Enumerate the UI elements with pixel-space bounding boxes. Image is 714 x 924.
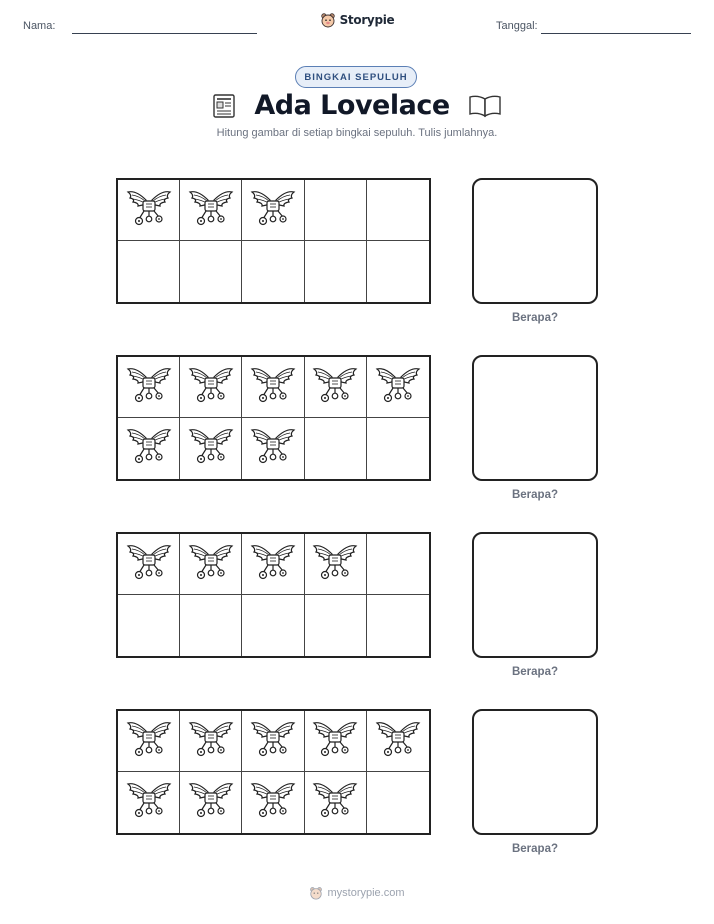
- frame-cell: [118, 534, 180, 595]
- ten-frame-3: [116, 532, 431, 658]
- frame-cell: [367, 534, 429, 595]
- winged-flying-machine-icon: [375, 717, 421, 766]
- answer-label-4: Berapa?: [511, 843, 559, 855]
- frame-cell: [242, 595, 304, 656]
- frame-cell: [242, 711, 304, 772]
- winged-flying-machine-icon: [312, 363, 358, 412]
- bear-mascot-icon: [309, 886, 323, 900]
- frame-cell: [305, 357, 367, 418]
- frame-cell: [242, 180, 304, 241]
- answer-box-3[interactable]: [472, 532, 598, 658]
- answer-label-3: Berapa?: [511, 666, 559, 678]
- newspaper-icon: [212, 93, 236, 119]
- frame-cell: [367, 241, 429, 302]
- frame-cell: [118, 772, 180, 833]
- frame-cell: [305, 772, 367, 833]
- frame-cell: [180, 418, 242, 479]
- date-line[interactable]: [541, 33, 691, 34]
- winged-flying-machine-icon: [126, 717, 172, 766]
- brand-logo: [0, 12, 714, 28]
- winged-flying-machine-icon: [312, 540, 358, 589]
- winged-flying-machine-icon: [250, 540, 296, 589]
- brand-name: Storypie: [339, 13, 395, 27]
- winged-flying-machine-icon: [312, 717, 358, 766]
- winged-flying-machine-icon: [126, 540, 172, 589]
- frame-cell: [367, 180, 429, 241]
- frame-cell: [180, 534, 242, 595]
- frame-cell: [305, 534, 367, 595]
- frame-cell: [242, 418, 304, 479]
- winged-flying-machine-icon: [188, 717, 234, 766]
- winged-flying-machine-icon: [312, 778, 358, 827]
- frame-cell: [180, 180, 242, 241]
- instruction-text: Hitung gambar di setiap bingkai sepuluh. Tulis jumlahnya.: [216, 127, 498, 139]
- frame-cell: [118, 595, 180, 656]
- frame-cell: [305, 241, 367, 302]
- frame-cell: [118, 180, 180, 241]
- frame-cell: [305, 711, 367, 772]
- worksheet-badge: BINGKAI SEPULUH: [295, 66, 417, 88]
- page-title: Ada Lovelace: [254, 90, 450, 121]
- ten-frame-4: [116, 709, 431, 835]
- answer-label-2: Berapa?: [511, 489, 559, 501]
- frame-cell: [242, 534, 304, 595]
- bear-mascot-icon: [320, 12, 336, 28]
- frame-cell: [367, 595, 429, 656]
- frame-cell: [367, 711, 429, 772]
- answer-label-1: Berapa?: [511, 312, 559, 324]
- frame-cell: [180, 772, 242, 833]
- name-label: Nama:: [23, 20, 56, 32]
- winged-flying-machine-icon: [126, 186, 172, 235]
- winged-flying-machine-icon: [188, 778, 234, 827]
- date-label: Tanggal:: [496, 20, 538, 32]
- winged-flying-machine-icon: [188, 186, 234, 235]
- frame-cell: [180, 241, 242, 302]
- ten-frame-2: [116, 355, 431, 481]
- frame-cell: [180, 357, 242, 418]
- frame-cell: [367, 772, 429, 833]
- winged-flying-machine-icon: [126, 363, 172, 412]
- winged-flying-machine-icon: [126, 778, 172, 827]
- name-line[interactable]: [72, 33, 257, 34]
- title-row: [0, 90, 714, 121]
- open-book-icon: [468, 94, 502, 118]
- frame-cell: [367, 357, 429, 418]
- footer-site: mystorypie.com: [327, 887, 405, 899]
- frame-cell: [118, 241, 180, 302]
- winged-flying-machine-icon: [250, 717, 296, 766]
- frame-cell: [305, 595, 367, 656]
- frame-cell: [305, 180, 367, 241]
- ten-frame-1: [116, 178, 431, 304]
- frame-cell: [367, 418, 429, 479]
- winged-flying-machine-icon: [250, 424, 296, 473]
- frame-cell: [118, 357, 180, 418]
- answer-box-2[interactable]: [472, 355, 598, 481]
- frame-cell: [118, 418, 180, 479]
- winged-flying-machine-icon: [250, 778, 296, 827]
- frame-cell: [242, 357, 304, 418]
- frame-cell: [305, 418, 367, 479]
- winged-flying-machine-icon: [126, 424, 172, 473]
- winged-flying-machine-icon: [188, 363, 234, 412]
- winged-flying-machine-icon: [250, 186, 296, 235]
- answer-box-1[interactable]: [472, 178, 598, 304]
- frame-cell: [242, 241, 304, 302]
- winged-flying-machine-icon: [188, 424, 234, 473]
- frame-cell: [118, 711, 180, 772]
- frame-cell: [242, 772, 304, 833]
- frame-cell: [180, 595, 242, 656]
- winged-flying-machine-icon: [250, 363, 296, 412]
- footer: [0, 886, 714, 900]
- winged-flying-machine-icon: [188, 540, 234, 589]
- answer-box-4[interactable]: [472, 709, 598, 835]
- frame-cell: [180, 711, 242, 772]
- winged-flying-machine-icon: [375, 363, 421, 412]
